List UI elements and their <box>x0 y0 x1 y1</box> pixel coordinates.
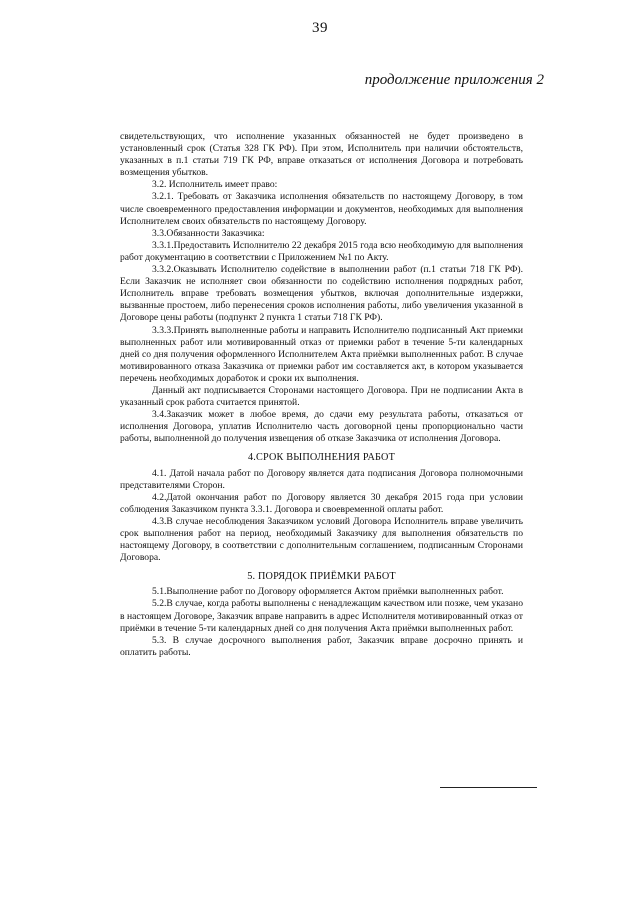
paragraph: 3.4.Заказчик может в любое время, до сдачи ему результата работы, отказаться от исполнения Договора, уплатив Исполнителю часть договорной цены пропорционально части работы, выполненной до получения извещения об отказе Заказчика от исполнения Договора. <box>120 409 523 445</box>
paragraph: 3.2. Исполнитель имеет право: <box>152 179 278 191</box>
paragraph: 4.1. Датой начала работ по Договору является дата подписания Договора полномочными представителями Сторон. <box>120 467 523 491</box>
paragraph: свидетельствующих, что исполнение указанных обязанностей не будет произведено в установленный срок (Статья 328 ГК РФ). При этом, Исполнитель при наличии обстоятельств, указанных в п.1 статьи 719 ГК РФ, вправе отказаться от исполнения Договора и потребовать возмещения убытков. <box>120 131 523 179</box>
paragraph: 5.1.Выполнение работ по Договору оформляется Актом приёмки выполненных работ. <box>152 586 504 598</box>
paragraph: 4.3.В случае несоблюдения Заказчиком условий Договора Исполнитель вправе увеличить срок выполнения работ на период, необходимый Заказчику для выполнения обязательств по настоящему Договору, в соответствии с дополнительным соглашением, подписанным Сторонами Договора. <box>120 515 523 564</box>
paragraph: 5.2.В случае, когда работы выполнены с ненадлежащим качеством или позже, чем указано в настоящем Договоре, Заказчик вправе направить в адрес Исполнителя мотивированный отказ от приёмки в течение 5-ти календарных дней со дня получения Акта приёмки выполненных работ. <box>120 598 523 634</box>
section-heading-4: 4.СРОК ВЫПОЛНЕНИЯ РАБОТ <box>247 452 396 464</box>
paragraph: 3.3.Обязанности Заказчика: <box>152 227 265 239</box>
paragraph: 3.3.2.Оказывать Исполнителю содействие в выполнении работ (п.1 статьи 718 ГК РФ). Если Заказчик не исполняет свои обязанности по содействию исполнения подрядных работ, Исполнитель вправе требовать возмещения убытков, включая дополнительные издержки, вызванные простоем, либо перенесения сроков исполнения работы, либо увеличения указанной в Договоре цены работы (подпункт 2 пункта 1 статьи 718 ГК РФ). <box>120 264 523 324</box>
signature-line <box>440 787 537 788</box>
page-number: 39 <box>312 20 328 36</box>
paragraph: 5.3. В случае досрочного выполнения работ, Заказчик вправе досрочно принять и оплатить работы. <box>120 634 523 658</box>
paragraph: 4.2.Датой окончания работ по Договору является 30 декабря 2015 года при условии соблюдения Заказчиком пункта 3.3.1. Договора и своевременной оплаты работ. <box>120 491 523 515</box>
continuation-label: продолжение приложения 2 <box>364 72 544 88</box>
document-body <box>120 131 523 659</box>
section-heading-5: 5. ПОРЯДОК ПРИЁМКИ РАБОТ <box>247 571 396 583</box>
paragraph: 3.2.1. Требовать от Заказчика исполнения обязательств по настоящему Договору, в том числе своевременного предоставления информации и документов, необходимых для выполнения Исполнителем своих обязательств по настоящему Договору. <box>120 191 523 227</box>
paragraph: 3.3.1.Предоставить Исполнителю 22 декабря 2015 года всю необходимую для выполнения работ документацию в соответствии с Приложением №1 по Акту. <box>120 239 523 263</box>
paragraph: 3.3.3.Принять выполненные работы и направить Исполнителю подписанный Акт приемки выполненных работ или мотивированный отказ от приемки работ в течение 5-ти календарных дней со дня получения оформленного Исполнителем Акта приёмки выполненных работ. В случае мотивированного отказа Заказчика от приемки работ им составляется акт, в котором указывается перечень необходимых доработок и сроки их выполнения. <box>120 324 523 384</box>
paragraph: Данный акт подписывается Сторонами настоящего Договора. При не подписании Акта в указанный срок работа считается принятой. <box>120 384 523 409</box>
